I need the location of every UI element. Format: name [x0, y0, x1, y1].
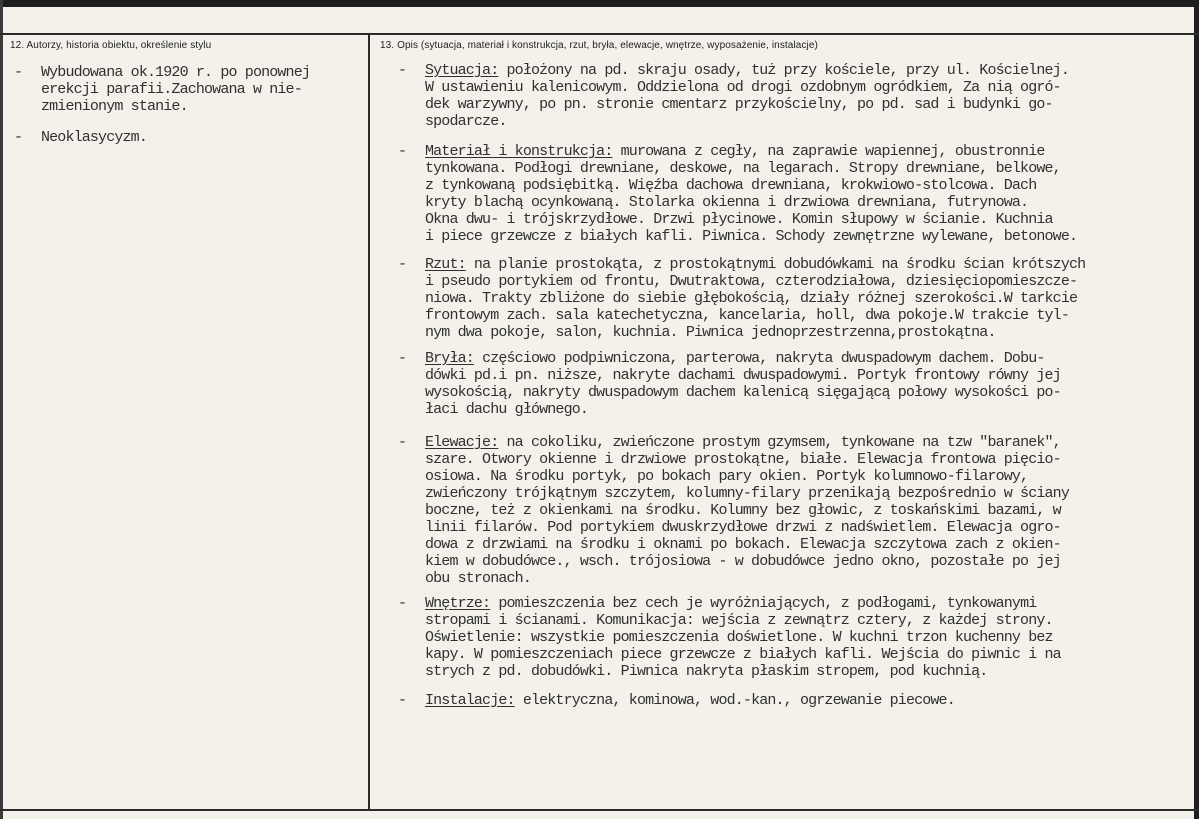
text-line: dowa z drzwiami na środku i oknami po bokach. Elewacja szczytowa zach z okien-	[425, 536, 1061, 553]
section-label: Bryła:	[425, 350, 474, 367]
text-line: wysokością, nakryty dwuspadowym dachem kalenicą sięgającą połowy wysokości po-	[425, 384, 1061, 401]
text-line: boczne, też z okienkami na środku. Kolumny bez głowic, z toskańskimi bazami, w	[425, 502, 1061, 519]
text-line: zwieńczony trójkątnym szczytem, kolumny-filary przenikają bezpośrednio w ściany	[425, 485, 1069, 502]
scan-edge-right	[1194, 0, 1199, 819]
section-elewacje: - Elewacje: na cokoliku, zwieńczone prostym gzymsem, tynkowane na tzw "baranek", szare. Otwory okienne i drzwiowe prostokątne, białe. Elewacja frontowa pięcio- osiowa. Na środku portyk, po bokach pary okien. Portyk kolumnowo-filarowy, zwieńczony trójkątnym szczytem, kolumny-filary przenikają bezpośrednio w ściany boczne, też z okienkami na środku. Kolumny bez głowic, z toskańskimi bazami, w linii filarów. Pod portykiem dwuskrzydłowe drzwi z nadświetlem. Elewacja ogro- dowa z drzwiami na środku i oknami po bokach. Elewacja szczytowa zach z okien- kiem w dobudówce., wsch. trójosiowa - w dobudówce jedno okno, pozostałe po jej obu stronach.	[398, 434, 1194, 587]
text-line: dówki pd.i pn. niższe, nakryte dachami dwuspadowymi. Portyk frontowy równy jej	[425, 367, 1061, 384]
column-divider	[368, 33, 370, 811]
text-line: nym dwa pokoje, salon, kuchnia. Piwnica jednoprzestrzenna,prostokątna.	[425, 324, 996, 341]
text-line: szare. Otwory okienne i drzwiowe prostokątne, białe. Elewacja frontowa pięcio-	[425, 451, 1061, 468]
footer-rule	[0, 809, 1199, 811]
text-line: kryty blachą ocynkowaną. Stolarka okienna i drzwiowa drewniana, futrynowa.	[425, 194, 1029, 211]
text-line: niowa. Trakty zbliżone do siebie głębokością, działy różnej szerokości.W tarkcie	[425, 290, 1078, 307]
text-line: kapy. W pomieszczeniach piece grzewcze z białych kafli. Wejścia do piwnic i na	[425, 646, 1061, 663]
text-line: linii filarów. Pod portykiem dwuskrzydłowe drzwi z nadświetlem. Elewacja ogro-	[425, 519, 1061, 536]
text-line: tynkowana. Podłogi drewniane, deskowe, na legarach. Stropy drewniane, belkowe,	[425, 160, 1061, 177]
text-line: Okna dwu- i trójskrzydłowe. Drzwi płycinowe. Komin słupowy w ścianie. Kuchnia	[425, 211, 1053, 228]
text-line: obu stronach.	[425, 570, 531, 587]
style-entry	[14, 129, 366, 146]
text-line: frontowym zach. sala katechetyczna, kancelaria, holl, dwa pokoje.W trakcie tyl-	[425, 307, 1069, 324]
text-line: W ustawieniu kalenicowym. Oddzielona od drogi ozdobnym ogródkiem, Za nią ogró-	[425, 79, 1061, 96]
section-label: Materiał i konstrukcja:	[425, 143, 613, 160]
text-line: osiowa. Na środku portyk, po bokach pary okien. Portyk kolumnowo-filarowy,	[425, 468, 1029, 485]
history-line: zmienionym stanie.	[41, 98, 188, 115]
section-label: Rzut:	[425, 256, 466, 273]
scan-edge-left	[0, 0, 3, 819]
text-line: i pseudo portykiem od frontu, Dwutraktowa, czterodziałowa, dziesięciopomieszcze-	[425, 273, 1078, 290]
field-13-heading: 13. Opis (sytuacja, materiał i konstrukcja, rzut, bryła, elewacje, wnętrze, wyposażenie, instalacje)	[380, 40, 818, 51]
section-label: Wnętrze:	[425, 595, 491, 612]
section-label: Instalacje:	[425, 692, 515, 709]
history-line: erekcji parafii.Zachowana w nie-	[41, 81, 302, 98]
text-line: Oświetlenie: wszystkie pomieszczenia doświetlone. W kuchni trzon kuchenny bez	[425, 629, 1053, 646]
history-entry	[14, 64, 366, 115]
scan-edge-top	[0, 0, 1199, 7]
text-line: stropami i ścianami. Komunikacja: wejścia z zewnątrz cztery, z każdej strony.	[425, 612, 1053, 629]
section-label: Elewacje:	[425, 434, 499, 451]
style-line: - Neoklasycyzm.	[14, 129, 147, 146]
section-rzut: - Rzut: na planie prostokąta, z prostokątnymi dobudówkami na środku ścian krótszych i pseudo portykiem od frontu, Dwutraktowa, czterodziałowa, dziesięciopomieszcze- niowa. Trakty zbliżone do siebie głębokością, działy różnej szerokości.W tarkcie frontowym zach. sala katechetyczna, kancelaria, holl, dwa pokoje.W trakcie tyl- nym dwa pokoje, salon, kuchnia. Piwnica jednoprzestrzenna,prostokątna.	[398, 256, 1194, 341]
section-wnetrze: - Wnętrze: pomieszczenia bez cech je wyróżniających, z podłogami, tynkowanymi stropami i ścianami. Komunikacja: wejścia z zewnątrz cztery, z każdej strony. Oświetlenie: wszystkie pomieszczenia doświetlone. W kuchni trzon kuchenny bez kapy. W pomieszczeniach piece grzewcze z białych kafli. Wejścia do piwnic i na strych z pd. dobudówki. Piwnica nakryta płaskim stropem, pod kuchnią.	[398, 595, 1194, 680]
section-bryla: - Bryła: częściowo podpiwniczona, parterowa, nakryta dwuspadowym dachem. Dobu- dówki pd.i pn. niższe, nakryte dachami dwuspadowymi. Portyk frontowy równy jej wysokością, nakryty dwuspadowym dachem kalenicą sięgającą połowy wysokości po- łaci dachu głównego.	[398, 350, 1194, 418]
text-line: i piece grzewcze z białych kafli. Piwnica. Schody zewnętrzne wylewane, betonowe.	[425, 228, 1078, 245]
section-instalacje: - Instalacje: elektryczna, kominowa, wod.-kan., ogrzewanie piecowe.	[398, 692, 955, 709]
text-line: łaci dachu głównego.	[425, 401, 589, 418]
section-label: Sytuacja:	[425, 62, 499, 79]
text-line: kiem w dobudówce., wsch. trójosiowa - w dobudówce jedno okno, pozostałe po jej	[425, 553, 1061, 570]
text-line: z tynkowaną podsiębitką. Więźba dachowa drewniana, krokwiowo-stolcowa. Dach	[425, 177, 1037, 194]
header-rule	[0, 33, 1199, 35]
text-line: strych z pd. dobudówki. Piwnica nakryta płaskim stropem, pod kuchnią.	[425, 663, 988, 680]
text-line: spodarcze.	[425, 113, 507, 130]
section-sytuacja: - Sytuacja: położony na pd. skraju osady, tuż przy kościele, przy ul. Kościelnej. W ustawieniu kalenicowym. Oddzielona od drogi ozdobnym ogródkiem, Za nią ogró- dek warzywny, po pn. stronie cmentarz przykościelny, po pd. sad i budynki go- spodarcze.	[398, 62, 1194, 130]
text-line: dek warzywny, po pn. stronie cmentarz przykościelny, po pd. sad i budynki go-	[425, 96, 1053, 113]
field-12-heading: 12. Autorzy, historia obiektu, określenie stylu	[10, 40, 212, 51]
section-material: - Materiał i konstrukcja: murowana z cegły, na zaprawie wapiennej, obustronnie tynkowana. Podłogi drewniane, deskowe, na legarach. Stropy drewniane, belkowe, z tynkowaną podsiębitką. Więźba dachowa drewniana, krokwiowo-stolcowa. Dach kryty blachą ocynkowaną. Stolarka okienna i drzwiowa drewniana, futrynowa. Okna dwu- i trójskrzydłowe. Drzwi płycinowe. Komin słupowy w ścianie. Kuchnia i piece grzewcze z białych kafli. Piwnica. Schody zewnętrzne wylewane, betonowe.	[398, 143, 1194, 245]
history-line: - Wybudowana ok.1920 r. po ponownej	[14, 64, 310, 81]
